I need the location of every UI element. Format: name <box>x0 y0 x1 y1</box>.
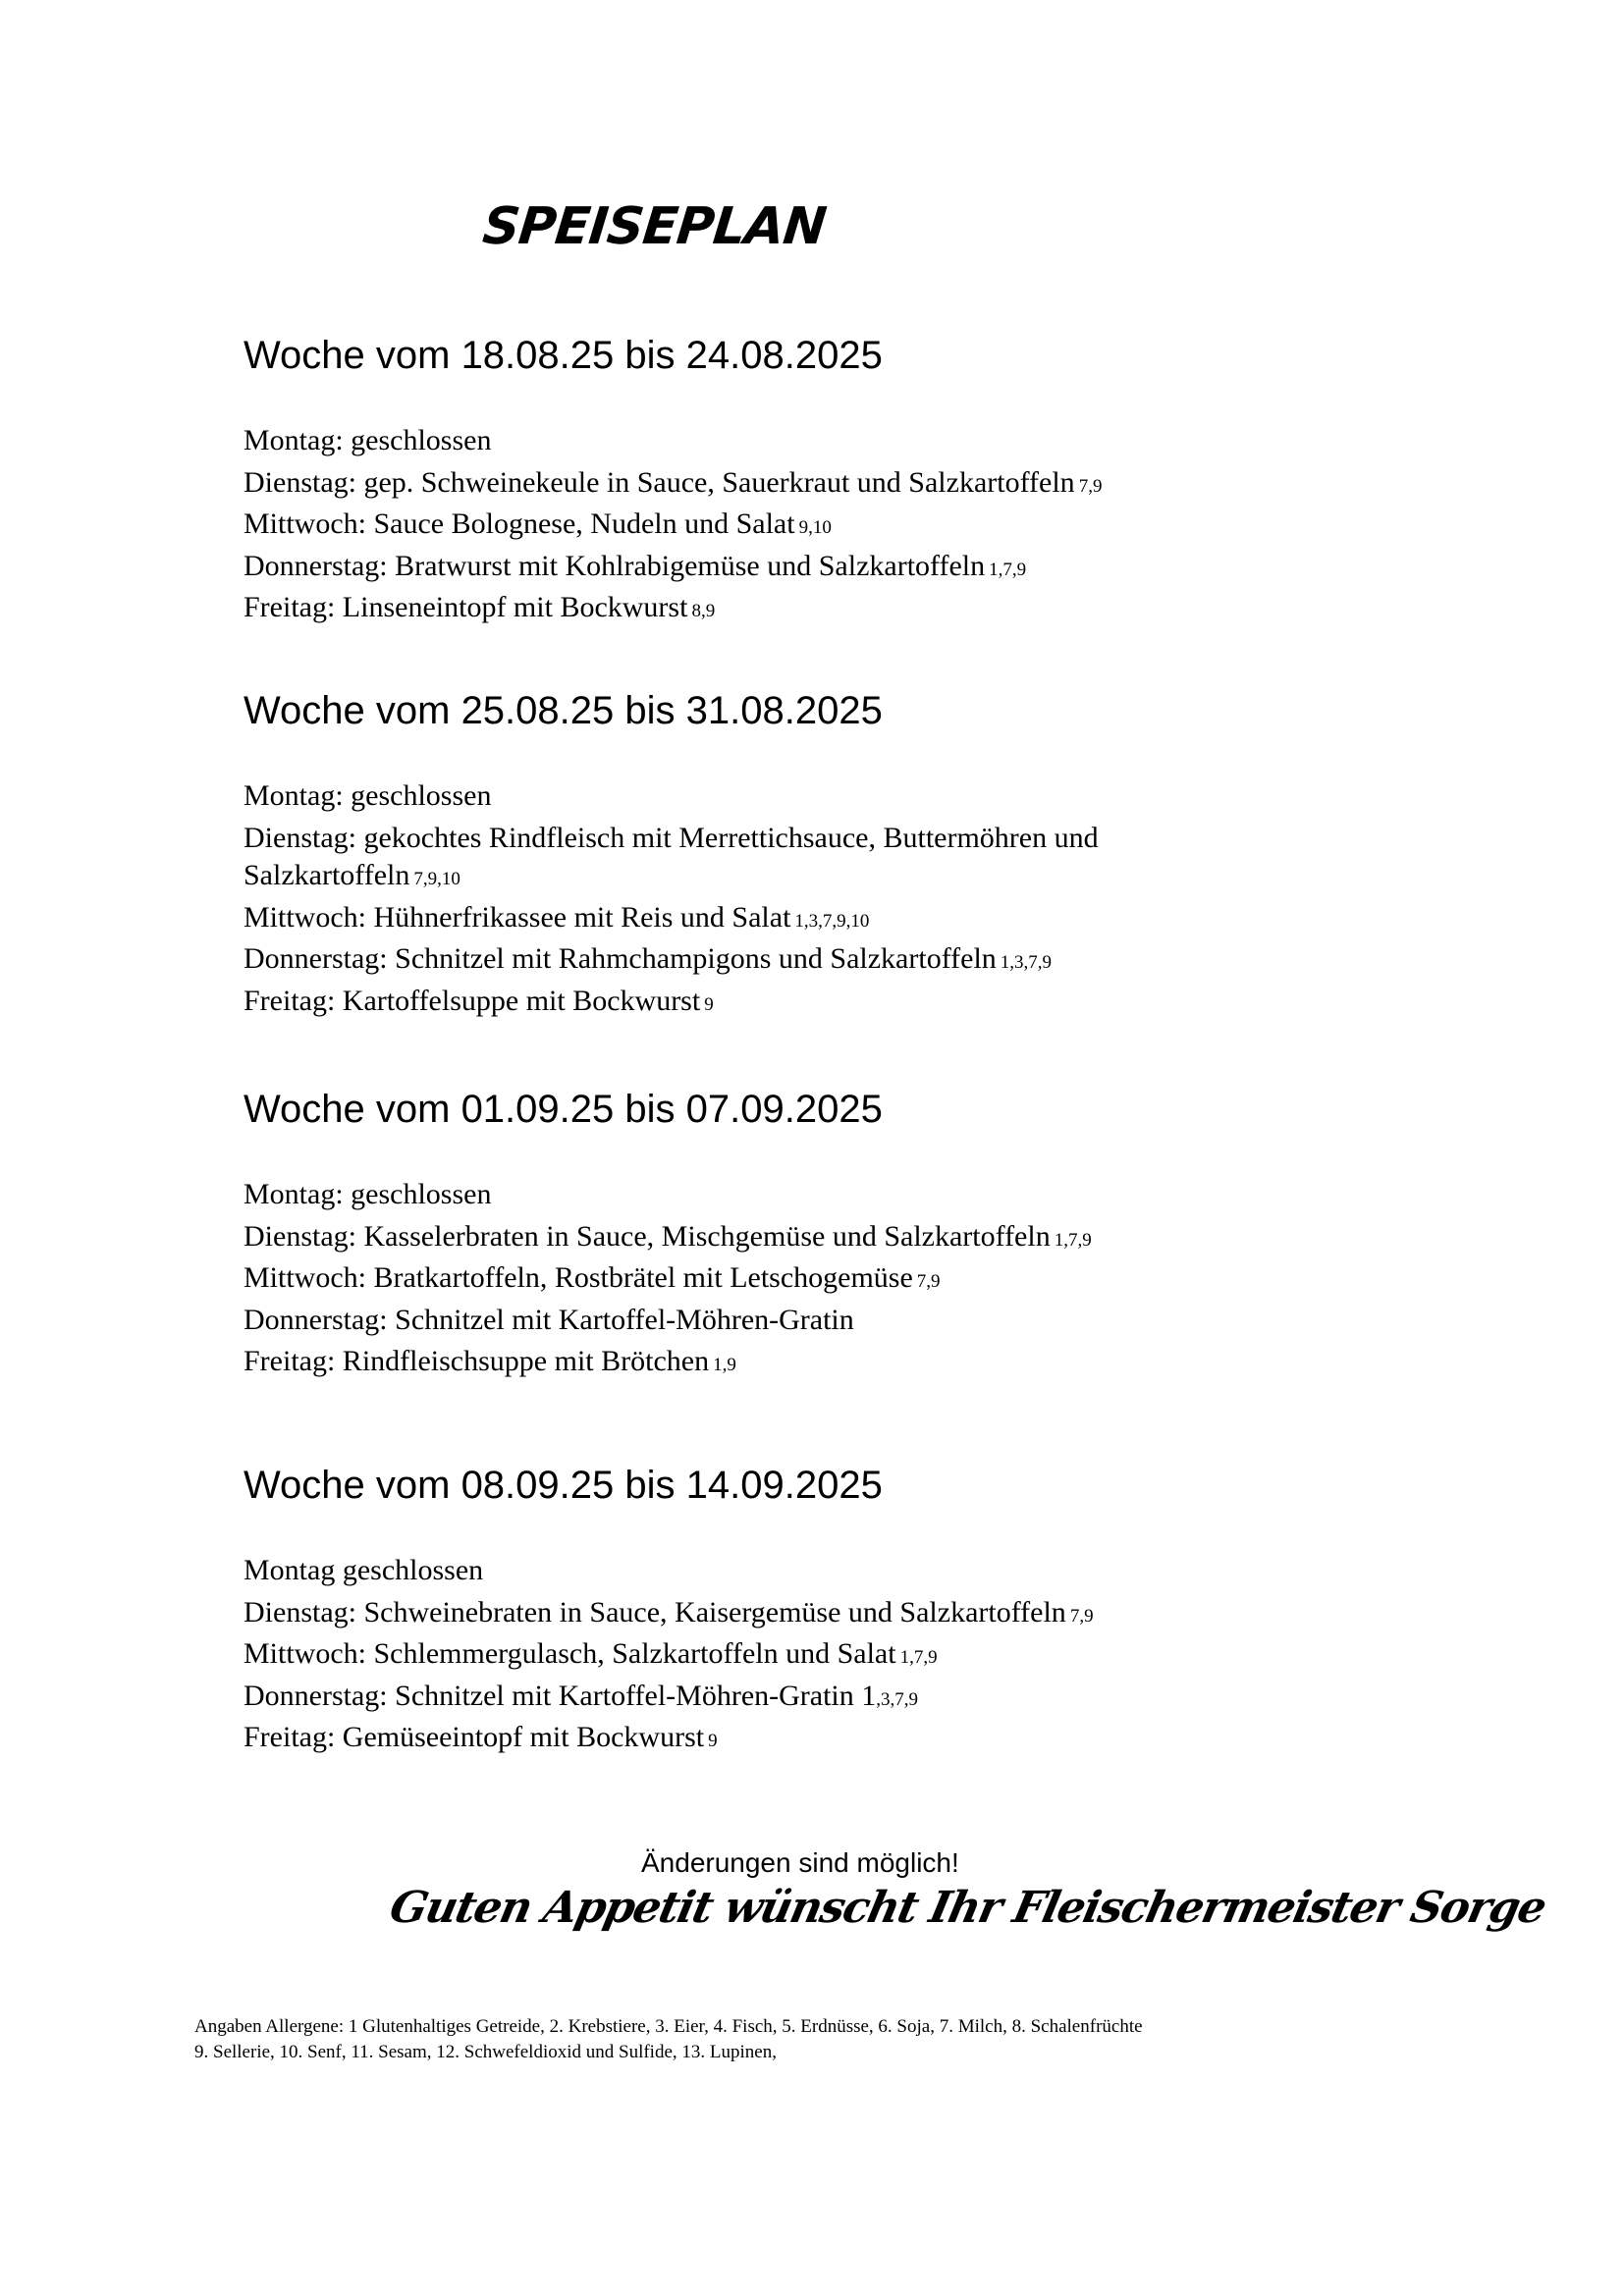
changes-note <box>0 1847 1624 1879</box>
day-menu-item <box>244 1594 1422 1636</box>
day-menu-item <box>244 820 1225 899</box>
week-heading: Woche vom 25.08.25 bis 31.08.2025 <box>244 689 883 732</box>
allergen-codes: 7,9 <box>1069 1605 1094 1627</box>
allergen-codes: 8,9 <box>691 601 716 621</box>
day-menu-list <box>244 1552 1422 1761</box>
dish-text: Mittwoch: Sauce Bolognese, Nudeln und Salat <box>244 507 795 540</box>
week-section <box>244 687 1422 1024</box>
day-menu-item <box>244 589 1422 631</box>
allergen-legend-line: Angaben Allergene: 1 Glutenhaltiges Getreide, 2. Krebstiere, 3. Eier, 4. Fisch, 5. Erdnüsse, 6. Soja, 7. Milch, 8. Schalenfrüchte <box>194 2016 1143 2037</box>
week-heading: Woche vom 08.09.25 bis 14.09.2025 <box>244 1464 883 1507</box>
dish-text: Donnerstag: Schnitzel mit Kartoffel-Möhren-Gratin 1 <box>244 1679 877 1712</box>
day-menu-item <box>244 940 1225 983</box>
allergen-codes: 7,9,10 <box>413 869 460 889</box>
allergen-codes: 7,9 <box>916 1271 941 1292</box>
allergen-codes: 9,10 <box>798 517 832 538</box>
day-menu-item <box>244 1719 1422 1761</box>
dish-text: Dienstag: gep. Schweinekeule in Sauce, Sauerkraut und Salzkartoffeln <box>244 465 1075 499</box>
allergen-legend-line: 9. Sellerie, 10. Senf, 11. Sesam, 12. Schwefeldioxid und Sulfide, 13. Lupinen, <box>194 2042 777 2062</box>
dish-text: Montag: geschlossen <box>244 779 492 812</box>
allergen-codes: 1,9 <box>713 1355 736 1375</box>
dish-text: Montag: geschlossen <box>244 1178 492 1210</box>
day-menu-item <box>244 464 1422 507</box>
day-menu-list <box>244 1176 1422 1385</box>
allergen-codes: 1,3,7,9 <box>1000 952 1053 973</box>
changes-note-text: Änderungen sind möglich! <box>641 1847 959 1878</box>
closing-signature: Guten Appetit wünscht Ihr Fleischermeister Sorge <box>385 1883 1550 1933</box>
dish-text: Mittwoch: Schlemmergulasch, Salzkartoffeln und Salat <box>244 1637 896 1670</box>
day-menu-item <box>244 777 1225 820</box>
dish-text: Freitag: Gemüseeintopf mit Bockwurst <box>244 1721 705 1753</box>
allergen-codes: 1,7,9 <box>989 559 1027 580</box>
dish-text: Dienstag: Schweinebraten in Sauce, Kaisergemüse und Salzkartoffeln <box>244 1595 1066 1629</box>
day-menu-item <box>244 1302 1422 1344</box>
week-section <box>244 1462 1422 1761</box>
week-heading: Woche vom 18.08.25 bis 24.08.2025 <box>244 334 883 377</box>
day-menu-item <box>244 899 1225 941</box>
day-menu-item <box>244 1635 1422 1678</box>
day-menu-item <box>244 548 1422 590</box>
dish-text: Dienstag: Kasselerbraten in Sauce, Mischgemüse und Salzkartoffeln <box>244 1219 1051 1253</box>
allergen-codes: 9 <box>708 1731 718 1751</box>
day-menu-list <box>244 422 1422 631</box>
allergen-codes: 1,7,9 <box>1054 1229 1092 1251</box>
dish-text: Dienstag: gekochtes Rindfleisch mit Merrettichsauce, Buttermöhren und Salzkartoffeln <box>244 821 1099 891</box>
day-menu-item <box>244 983 1225 1025</box>
dish-text: Montag: geschlossen <box>244 424 492 456</box>
day-menu-item <box>244 1343 1422 1385</box>
allergen-codes: 1,7,9 <box>899 1647 938 1668</box>
week-section <box>244 1086 1422 1385</box>
dish-text: Donnerstag: Schnitzel mit Kartoffel-Möhren-Gratin <box>244 1303 854 1336</box>
day-menu-item <box>244 1678 1422 1720</box>
dish-text: Mittwoch: Bratkartoffeln, Rostbrätel mit Letschogemüse <box>244 1261 913 1294</box>
day-menu-item <box>244 422 1422 464</box>
dish-text: Mittwoch: Hühnerfrikassee mit Reis und Salat <box>244 900 791 934</box>
dish-text: Freitag: Linseneintopf mit Bockwurst <box>244 591 688 623</box>
dish-text: Donnerstag: Bratwurst mit Kohlrabigemüse und Salzkartoffeln <box>244 549 986 582</box>
dish-text: Freitag: Kartoffelsuppe mit Bockwurst <box>244 984 701 1017</box>
dish-text: Donnerstag: Schnitzel mit Rahmchampigons und Salzkartoffeln <box>244 942 997 975</box>
dish-text: Montag geschlossen <box>244 1554 484 1586</box>
allergen-codes: 1,3,7,9,10 <box>794 910 870 932</box>
day-menu-list <box>244 777 1225 1024</box>
day-menu-item <box>244 1259 1422 1302</box>
allergen-codes: ,3,7,9 <box>876 1688 919 1710</box>
dish-text: Freitag: Rindfleischsuppe mit Brötchen <box>244 1345 710 1377</box>
allergen-codes: 9 <box>704 993 714 1015</box>
page-title: SPEISEPLAN <box>479 197 829 256</box>
week-section <box>244 332 1422 631</box>
allergen-codes: 7,9 <box>1078 475 1103 497</box>
day-menu-item <box>244 1176 1422 1218</box>
day-menu-item <box>244 1552 1422 1594</box>
allergen-legend <box>194 2014 1569 2065</box>
day-menu-item <box>244 1218 1422 1260</box>
day-menu-item <box>244 506 1422 548</box>
week-heading: Woche vom 01.09.25 bis 07.09.2025 <box>244 1088 883 1131</box>
